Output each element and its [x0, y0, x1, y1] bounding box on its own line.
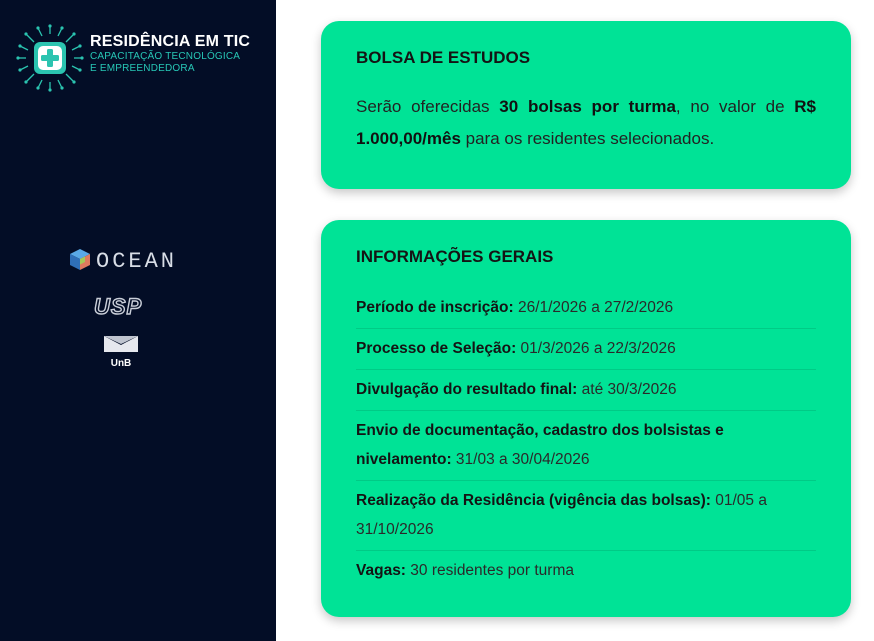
unb-logo-text: UnB [110, 358, 132, 369]
sidebar [0, 0, 276, 641]
brand-text [90, 33, 250, 75]
circuit-cross-logo-icon [16, 24, 84, 92]
info-value: 01/3/2026 a 22/3/2026 [516, 340, 676, 357]
ocean-cube-icon [68, 247, 92, 276]
info-item-selecao [356, 329, 816, 370]
bolsa-count: 30 bolsas por turma [499, 97, 676, 116]
ocean-logo-text: OCEAN [96, 249, 178, 274]
bolsa-text-mid: , no valor de [675, 97, 795, 116]
info-value: 30 residentes por turma [405, 562, 574, 579]
info-label: Processo de Seleção: [356, 340, 517, 357]
info-item-realizacao [356, 481, 816, 551]
info-item-resultado [356, 370, 816, 411]
info-list [356, 288, 816, 591]
info-label: Período de inscrição: [356, 299, 514, 316]
bolsa-value: R$ 1.000,00/mês [356, 97, 816, 148]
info-value: 01/05 a 31/10/2026 [356, 492, 767, 538]
partner-logo-ocean[interactable] [68, 247, 177, 276]
bolsa-card [321, 21, 851, 189]
bolsa-title: BOLSA DE ESTUDOS [356, 48, 531, 67]
info-title: INFORMAÇÕES GERAIS [356, 247, 554, 266]
info-value: 31/03 a 30/04/2026 [451, 451, 590, 468]
info-item-inscricao [356, 288, 816, 329]
info-label: Vagas: [356, 562, 406, 579]
brand-title: RESIDÊNCIA EM TIC [90, 33, 251, 50]
info-item-vagas [356, 551, 816, 591]
partner-logo-usp[interactable] [94, 294, 142, 320]
info-label: Realização da Residência (vigência das bolsas): [356, 492, 711, 509]
bolsa-description [356, 91, 816, 155]
partner-logo-unb[interactable] [104, 336, 138, 369]
info-item-documentacao [356, 411, 816, 481]
brand-subtitle-line1: CAPACITAÇÃO TECNOLÓGICA [90, 51, 241, 62]
bolsa-text-prefix: Serão oferecidas [356, 97, 500, 116]
info-value: 26/1/2026 a 27/2/2026 [513, 299, 674, 316]
brand-subtitle-line2: E EMPREENDEDORA [90, 63, 195, 74]
unb-envelope-icon [104, 336, 138, 357]
info-card [321, 220, 851, 617]
info-value: até 30/3/2026 [577, 381, 677, 398]
usp-logo-text: USP [94, 294, 143, 319]
info-label: Divulgação do resultado final: [356, 381, 578, 398]
bolsa-text-suffix: para os residentes selecionados. [460, 129, 715, 148]
brand-logo-link[interactable] [16, 24, 250, 92]
info-label: Envio de documentação, cadastro dos bolsistas e nivelamento: [356, 422, 724, 468]
